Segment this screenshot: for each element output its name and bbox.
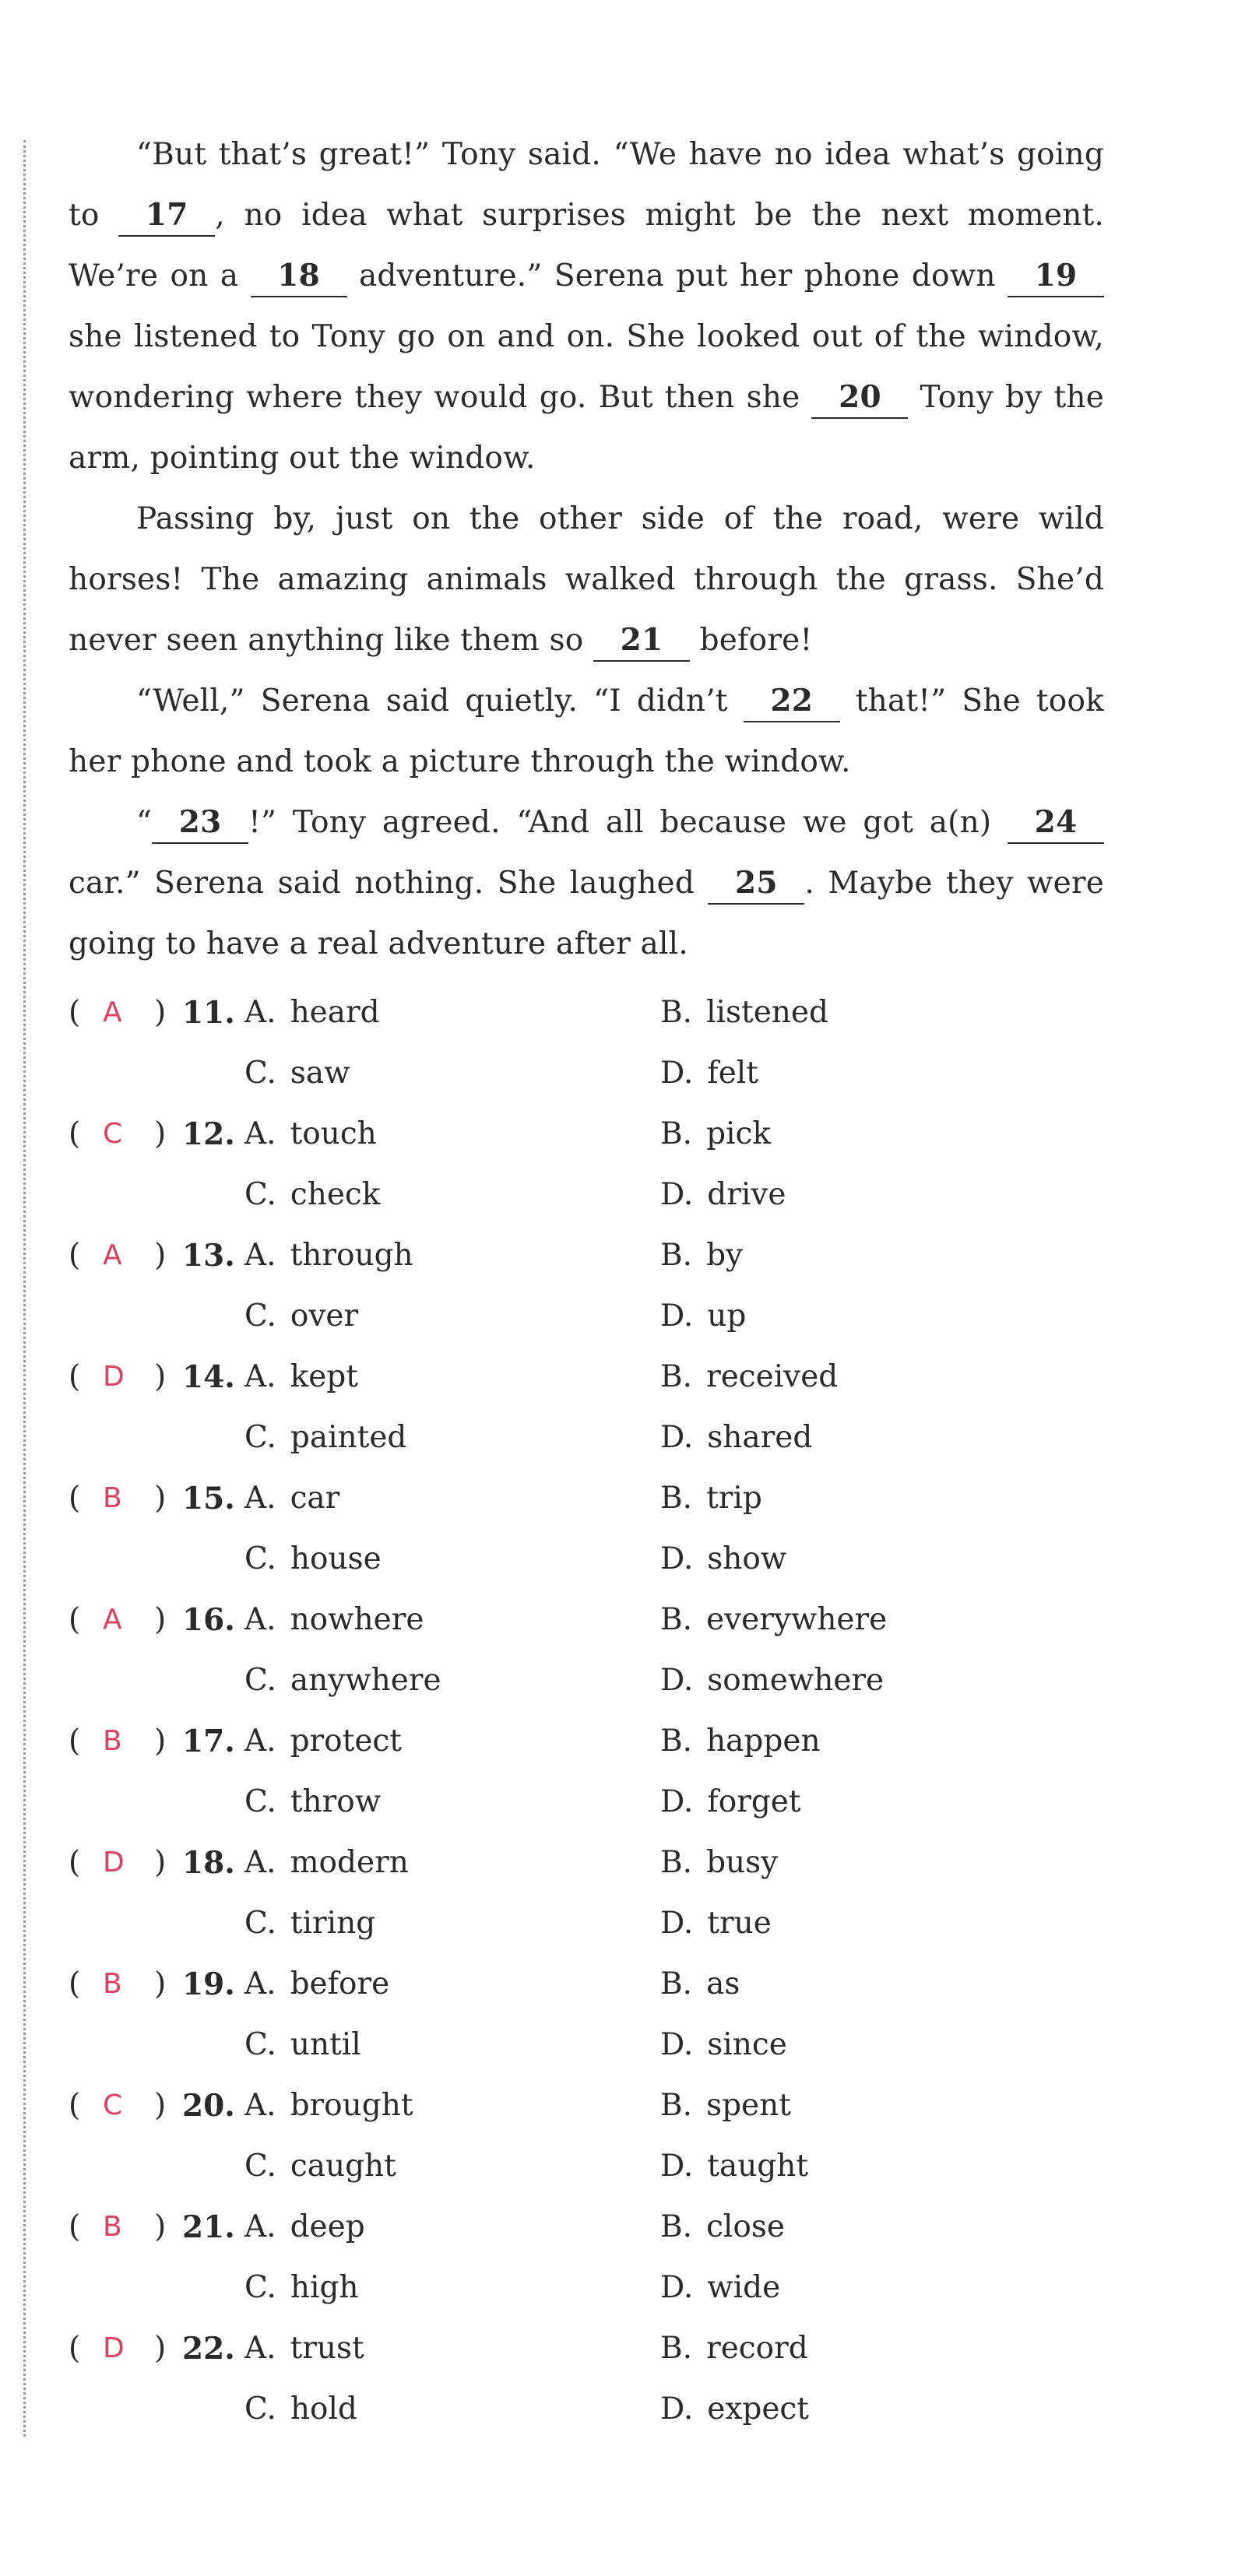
option-letter: C. xyxy=(244,1056,276,1091)
option-text: record xyxy=(706,2331,808,2366)
option-text: nowhere xyxy=(290,1602,424,1637)
option-letter: D. xyxy=(660,1056,694,1091)
option-text: anywhere xyxy=(290,1663,441,1698)
option-a xyxy=(244,1225,413,1286)
option-letter: D. xyxy=(660,2149,694,2184)
option-letter: C. xyxy=(244,1663,276,1698)
option-letter: B. xyxy=(660,2088,693,2123)
option-text: true xyxy=(707,1906,772,1941)
option-letter: D. xyxy=(660,1541,694,1576)
option-a xyxy=(244,1347,358,1407)
text: adventure.” Serena put her phone down xyxy=(346,258,1008,293)
option-text: drive xyxy=(707,1177,786,1212)
question-item xyxy=(69,1347,1104,1468)
option-b xyxy=(660,1347,838,1407)
question-item xyxy=(69,1104,1104,1225)
option-text: brought xyxy=(290,2088,413,2123)
option-text: forget xyxy=(707,1784,801,1819)
option-c xyxy=(244,1043,350,1104)
option-c xyxy=(244,1286,358,1347)
option-text: busy xyxy=(706,1845,779,1880)
option-text: close xyxy=(706,2209,785,2244)
paragraph-1 xyxy=(69,125,1104,489)
option-letter: D. xyxy=(660,1299,694,1334)
left-paren: ( xyxy=(69,2209,81,2244)
text: “But that’s great!” Tony said. “We have no idea what’s going to xyxy=(69,137,1104,233)
option-text: touch xyxy=(290,1116,377,1151)
answer-mark: D xyxy=(103,1361,125,1393)
option-text: check xyxy=(290,1177,381,1212)
right-paren: ) xyxy=(154,1116,167,1151)
option-text: as xyxy=(706,1966,740,2001)
option-letter: A. xyxy=(244,1845,276,1880)
question-list xyxy=(69,982,1104,2440)
option-d xyxy=(660,1772,801,1833)
option-letter: B. xyxy=(660,2209,693,2244)
question-item xyxy=(69,1225,1104,1347)
option-letter: A. xyxy=(244,2331,276,2366)
question-item xyxy=(69,1590,1104,1711)
answer-mark: B xyxy=(103,1482,122,1514)
option-letter: A. xyxy=(244,1116,276,1151)
answer-mark: D xyxy=(103,1847,125,1878)
option-c xyxy=(244,1165,380,1225)
question-item xyxy=(69,1711,1104,1833)
option-letter: B. xyxy=(660,1966,693,2001)
option-c xyxy=(244,2379,357,2440)
blank-21: 21 xyxy=(593,620,690,662)
option-letter: C. xyxy=(244,2027,276,2062)
option-a xyxy=(244,2197,365,2258)
question-number: 17. xyxy=(182,1724,235,1759)
option-d xyxy=(660,1043,758,1104)
option-text: before xyxy=(290,1966,390,2001)
question-item xyxy=(69,1954,1104,2075)
option-text: car xyxy=(290,1481,340,1516)
option-d xyxy=(660,1529,786,1590)
question-number: 12. xyxy=(182,1116,235,1152)
option-text: saw xyxy=(290,1056,350,1091)
right-paren: ) xyxy=(154,2209,167,2244)
option-d xyxy=(660,2136,808,2197)
option-letter: A. xyxy=(244,1966,276,2001)
option-text: high xyxy=(290,2270,359,2305)
option-letter: B. xyxy=(660,1359,693,1394)
blank-24: 24 xyxy=(1008,802,1104,844)
text: “ xyxy=(136,805,153,840)
text: , no idea what surprises might be the next moment. We’re on a xyxy=(69,198,1104,293)
option-letter: B. xyxy=(660,1238,693,1273)
right-paren: ) xyxy=(154,1359,167,1394)
option-c xyxy=(244,1407,406,1468)
option-letter: D. xyxy=(660,2027,694,2062)
option-text: show xyxy=(707,1541,787,1576)
question-item xyxy=(69,2197,1104,2318)
option-text: through xyxy=(290,1238,413,1273)
option-letter: B. xyxy=(660,1481,693,1516)
question-number: 19. xyxy=(182,1966,235,2002)
option-c xyxy=(244,1650,441,1711)
left-paren: ( xyxy=(69,2088,81,2123)
option-c xyxy=(244,1772,381,1833)
option-letter: A. xyxy=(244,995,276,1030)
blank-20: 20 xyxy=(811,377,908,419)
right-paren: ) xyxy=(154,1481,167,1516)
answer-mark: B xyxy=(103,1725,122,1757)
option-a xyxy=(244,1468,339,1529)
paragraph-4 xyxy=(69,792,1104,975)
option-d xyxy=(660,2258,780,2318)
option-letter: A. xyxy=(244,2088,276,2123)
option-b xyxy=(660,2075,791,2136)
blank-25: 25 xyxy=(708,863,804,905)
option-b xyxy=(660,1954,740,2015)
question-number: 21. xyxy=(182,2209,235,2245)
option-d xyxy=(660,1893,772,1954)
option-text: protect xyxy=(290,1724,402,1759)
right-paren: ) xyxy=(154,1724,167,1759)
text: . Maybe they were going to have a real adventure after all. xyxy=(69,866,1105,961)
question-item xyxy=(69,982,1104,1104)
option-letter: D. xyxy=(660,1663,694,1698)
option-text: spent xyxy=(706,2088,791,2123)
option-text: up xyxy=(707,1299,747,1334)
option-c xyxy=(244,2136,396,2197)
left-paren: ( xyxy=(69,995,81,1030)
question-number: 11. xyxy=(182,995,235,1031)
option-text: expect xyxy=(707,2391,809,2427)
option-d xyxy=(660,1165,786,1225)
question-item xyxy=(69,2318,1104,2440)
left-paren: ( xyxy=(69,1845,81,1880)
paragraph-3 xyxy=(69,671,1104,792)
option-text: received xyxy=(706,1359,839,1394)
option-text: painted xyxy=(290,1420,407,1455)
option-a xyxy=(244,1590,424,1650)
question-item xyxy=(69,1833,1104,1954)
left-paren: ( xyxy=(69,1966,81,2001)
left-paren: ( xyxy=(69,1359,81,1394)
right-paren: ) xyxy=(154,1602,167,1637)
question-number: 14. xyxy=(182,1359,235,1395)
blank-19: 19 xyxy=(1008,255,1104,297)
option-d xyxy=(660,1286,746,1347)
option-text: deep xyxy=(290,2209,365,2244)
option-text: over xyxy=(290,1299,359,1334)
right-paren: ) xyxy=(154,2088,167,2123)
question-number: 15. xyxy=(182,1481,235,1516)
option-letter: A. xyxy=(244,1359,276,1394)
text: she listened to Tony go on and on. She looked out of the window, wondering where they would go. But then she xyxy=(69,319,1104,415)
left-paren: ( xyxy=(69,1481,81,1516)
question-item xyxy=(69,1468,1104,1590)
option-letter: A. xyxy=(244,1602,276,1637)
option-text: shared xyxy=(707,1420,813,1455)
blank-22: 22 xyxy=(744,680,840,722)
option-b xyxy=(660,1225,743,1286)
option-a xyxy=(244,2318,364,2379)
option-letter: C. xyxy=(244,1420,276,1455)
option-b xyxy=(660,2197,785,2258)
option-a xyxy=(244,1954,389,2015)
option-text: modern xyxy=(290,1845,409,1880)
option-letter: B. xyxy=(660,1724,693,1759)
option-letter: D. xyxy=(660,2270,694,2305)
option-c xyxy=(244,2015,361,2075)
text: before! xyxy=(689,623,813,658)
blank-17: 17 xyxy=(118,195,215,237)
question-number: 16. xyxy=(182,1602,235,1638)
text: Tony by the arm, pointing out the window. xyxy=(69,380,1104,476)
option-text: wide xyxy=(707,2270,781,2305)
blank-23: 23 xyxy=(152,802,248,844)
option-letter: A. xyxy=(244,1481,276,1516)
option-a xyxy=(244,1104,377,1165)
question-number: 20. xyxy=(182,2088,235,2124)
option-text: throw xyxy=(290,1784,382,1819)
right-paren: ) xyxy=(154,995,167,1030)
option-b xyxy=(660,2318,808,2379)
option-letter: D. xyxy=(660,1784,694,1819)
right-paren: ) xyxy=(154,1966,167,2001)
left-paren: ( xyxy=(69,2331,81,2366)
question-number: 18. xyxy=(182,1845,235,1881)
option-text: felt xyxy=(707,1056,758,1091)
option-letter: D. xyxy=(660,1177,694,1212)
answer-mark: A xyxy=(103,996,122,1028)
option-text: heard xyxy=(290,995,380,1030)
option-b xyxy=(660,1590,887,1650)
answer-mark: B xyxy=(103,1968,122,2000)
option-letter: B. xyxy=(660,995,693,1030)
option-a xyxy=(244,1711,402,1772)
option-c xyxy=(244,2258,359,2318)
option-letter: B. xyxy=(660,2331,693,2366)
answer-mark: B xyxy=(103,2211,122,2243)
option-text: somewhere xyxy=(707,1663,885,1698)
option-a xyxy=(244,982,380,1043)
option-letter: C. xyxy=(244,2391,276,2427)
answer-mark: D xyxy=(103,2332,125,2364)
option-b xyxy=(660,1104,771,1165)
right-paren: ) xyxy=(154,1238,167,1273)
option-text: trust xyxy=(290,2331,364,2366)
option-b xyxy=(660,1833,778,1893)
option-letter: A. xyxy=(244,2209,276,2244)
text: that!” She took her phone and took a picture through the window. xyxy=(69,684,1104,779)
option-c xyxy=(244,1893,375,1954)
option-b xyxy=(660,1711,821,1772)
option-text: hold xyxy=(290,2391,357,2427)
option-letter: D. xyxy=(660,2391,694,2427)
option-text: caught xyxy=(290,2149,396,2184)
option-letter: C. xyxy=(244,1541,276,1576)
left-paren: ( xyxy=(69,1116,81,1151)
left-paren: ( xyxy=(69,1724,81,1759)
option-letter: C. xyxy=(244,1177,276,1212)
option-letter: B. xyxy=(660,1116,693,1151)
left-paren: ( xyxy=(69,1602,81,1637)
option-letter: C. xyxy=(244,2270,276,2305)
answer-mark: C xyxy=(103,2089,123,2121)
answer-mark: C xyxy=(103,1118,123,1150)
option-text: since xyxy=(707,2027,787,2062)
paragraph-2 xyxy=(69,489,1104,671)
text: “Well,” Serena said quietly. “I didn’t xyxy=(136,684,744,719)
answer-mark: A xyxy=(103,1604,122,1636)
question-item xyxy=(69,2075,1104,2197)
option-text: kept xyxy=(290,1359,358,1394)
question-number: 22. xyxy=(182,2331,235,2367)
option-b xyxy=(660,982,828,1043)
option-text: everywhere xyxy=(706,1602,888,1637)
option-text: until xyxy=(290,2027,361,2062)
option-letter: A. xyxy=(244,1724,276,1759)
option-d xyxy=(660,1407,812,1468)
option-text: pick xyxy=(706,1116,771,1151)
option-c xyxy=(244,1529,382,1590)
option-letter: C. xyxy=(244,2149,276,2184)
text: car.” Serena said nothing. She laughed xyxy=(69,866,709,901)
option-text: house xyxy=(290,1541,382,1576)
margin-dotted-line xyxy=(23,140,26,2437)
option-letter: D. xyxy=(660,1906,694,1941)
right-paren: ) xyxy=(154,1845,167,1880)
text: Passing by, just on the other side of the road, were wild horses! The amazing animals walked through the grass. She’d never seen anything like them so xyxy=(69,501,1104,658)
option-letter: C. xyxy=(244,1906,276,1941)
option-text: taught xyxy=(707,2149,809,2184)
option-letter: B. xyxy=(660,1845,693,1880)
option-text: by xyxy=(706,1238,744,1273)
right-paren: ) xyxy=(154,2331,167,2366)
blank-18: 18 xyxy=(251,255,347,297)
option-text: happen xyxy=(706,1724,821,1759)
option-a xyxy=(244,2075,413,2136)
option-letter: B. xyxy=(660,1602,693,1637)
option-letter: D. xyxy=(660,1420,694,1455)
option-text: tiring xyxy=(290,1906,376,1941)
option-d xyxy=(660,1650,884,1711)
option-letter: A. xyxy=(244,1238,276,1273)
text: !” Tony agreed. “And all because we got a(n) xyxy=(248,805,1008,840)
answer-mark: A xyxy=(103,1239,122,1271)
option-text: listened xyxy=(706,995,828,1030)
left-paren: ( xyxy=(69,1238,81,1273)
option-d xyxy=(660,2015,787,2075)
option-b xyxy=(660,1468,762,1529)
option-text: trip xyxy=(706,1481,762,1516)
option-d xyxy=(660,2379,809,2440)
option-letter: C. xyxy=(244,1784,276,1819)
option-a xyxy=(244,1833,409,1893)
option-letter: C. xyxy=(244,1299,276,1334)
cloze-passage xyxy=(69,125,1104,975)
question-number: 13. xyxy=(182,1238,235,1274)
